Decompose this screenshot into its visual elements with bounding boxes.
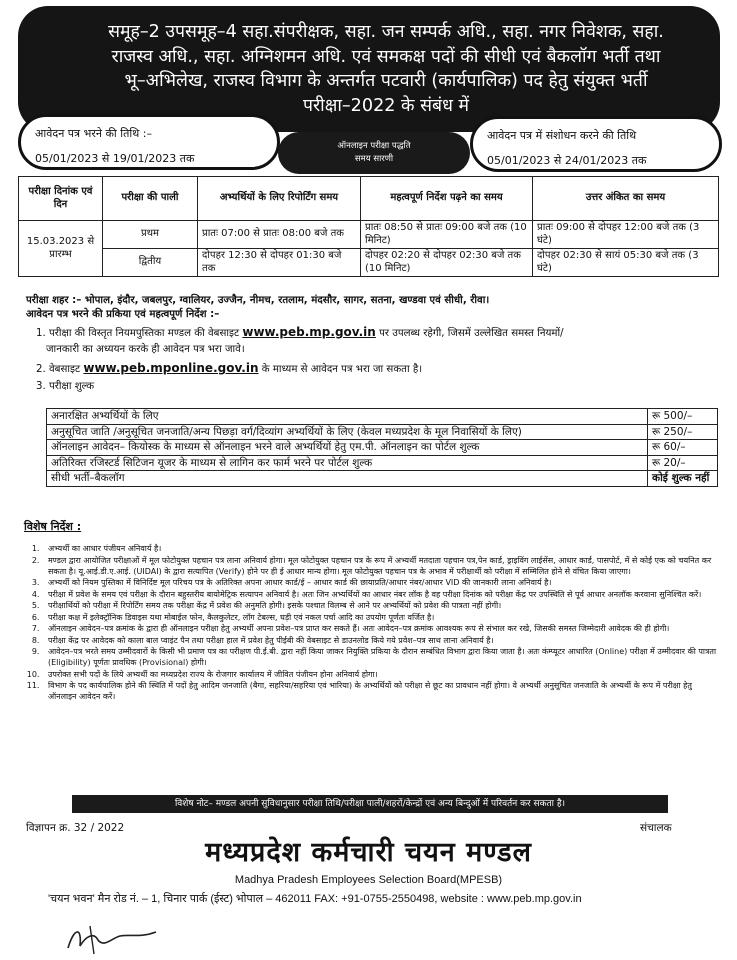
fee-category: अनारक्षित अभ्यर्थियों के लिए	[47, 409, 648, 425]
table-row	[47, 471, 718, 487]
fee-category: सीधी भर्ती–बैकलॉग	[47, 471, 648, 487]
table-row	[19, 221, 719, 249]
correction-dates: 05/01/2023 से 24/01/2023 तक	[487, 154, 647, 167]
board-name-hindi: मध्यप्रदेश कर्मचारी चयन मण्डल	[205, 837, 532, 868]
col-header-instructions: महत्वपूर्ण निर्देश पढ़ने का समय	[361, 177, 533, 221]
table-header-row	[19, 177, 719, 221]
step-1-text-cont: पर उपलब्ध रहेगी, जिसमें उल्लेखित समस्त नियमों/	[379, 328, 564, 339]
header-title	[48, 20, 724, 118]
shift-cell: प्रथम	[103, 221, 198, 249]
step-1-text: 1. परीक्षा की विस्तृत नियमपुस्तिका मण्डल की वेबसाइट	[36, 328, 240, 339]
fee-amount: रू 60/–	[648, 440, 718, 456]
fee-table	[46, 408, 718, 487]
list-item: 1. अभ्यर्थी का आधार पंजीयन अनिवार्य है।	[42, 543, 718, 554]
board-name-english: Madhya Pradesh Employees Selection Board(MPESB)	[234, 874, 503, 886]
board-address: 'चयन भवन' मैन रोड नं. – 1, चिनार पार्क (ईस्ट) भोपाल – 462011 FAX: +91-0755-2550498, website : www.peb.mp.gov.in	[48, 893, 582, 905]
step-2-text: 2. वेबसाइट	[36, 364, 81, 375]
table-row	[47, 440, 718, 456]
fee-amount: कोई शुल्क नहीं	[648, 471, 718, 487]
instructions-cell: दोपहर 02:20 से दोपहर 02:30 बजे तक (10 मिनिट)	[361, 249, 533, 277]
col-header-answer: उत्तर अंकित का समय	[533, 177, 719, 221]
fee-amount: रू 20/–	[648, 455, 718, 471]
director-label: संचालक	[640, 822, 672, 834]
schedule-caption	[278, 132, 470, 174]
table-row	[19, 249, 719, 277]
fee-category: अनुसूचित जाति /अनुसूचित जनजाति/अन्य पिछड़ा वर्ग/दिव्यांग अभ्यर्थियों के लिए (केवल मध्यप्रदेश के मूल निवासियों के लिए)	[47, 424, 648, 440]
reporting-cell: प्रातः 07:00 से प्रातः 08:00 बजे तक	[198, 221, 361, 249]
exam-date-cell: 15.03.2023 से प्रारम्भ	[19, 221, 103, 277]
header-line: भू–अभिलेख, राजस्व विभाग के अन्तर्गत पटवारी (कार्यपालिक) पद हेतु संयुक्त भर्ती	[124, 71, 648, 91]
step-1	[36, 326, 716, 341]
list-item: 2. मण्डल द्वारा आयोजित परीक्षाओं में मूल फोटोयुक्त पहचान पत्र लाना अनिवार्य होगा। मूल फोटोयुक्त पहचान पत्र के रूप में अभ्यर्थी मतदाता पहचान पत्र,पेन कार्ड, ड्राइविंग लाईसेंस, आधार कार्ड, पासपोर्ट, में से कोई एक को चयनित कर सकता है। यू.आई.डी.ए.आई. (UIDAI) के द्वारा सत्यापित (Verify) होने पर ही ई आधार मान्य होगा। मूल फोटोयुक्त पहचान पत्र के अभाव में परीक्षार्थी को परीक्षा में सम्मिलित होने से वंचित किया जाएगा।	[42, 555, 718, 577]
exam-cities: परीक्षा शहर :– भोपाल, इंदौर, जबलपुर, ग्वालियर, उज्जैन, नीमच, रतलाम, मंदसौर, सागर, सतना, खण्डवा एवं सीधी, रीवा।	[26, 295, 490, 306]
fee-amount: रू 250/–	[648, 424, 718, 440]
fee-category: अतिरिक्त रजिस्टर्ड सिटिजन यूजर के माध्यम से लागिन कर फार्म भरने पर पोर्टल शुल्क	[47, 455, 648, 471]
step-1-text-end: जानकारी का अध्ययन करके ही आवेदन पत्र भरा जावे।	[46, 344, 245, 355]
list-item: 10. उपरोक्त सभी पदों के लिये अभ्यर्थी का मध्यप्रदेश राज्य के रोजगार कार्यालय में जीवित पंजीयन होना अनिवार्य होगा।	[42, 669, 718, 680]
list-item: 8. परीक्षा केंद्र पर आवेदक को काला बाल प्वाइंट पैन तथा परीक्षा हाल में प्रवेश हेतु पीईबी की वेबसाइट से डाउनलोड किये गये प्रवेश–पत्र साथ लाना अनिवार्य है।	[42, 635, 718, 646]
shift-cell: द्वितीय	[103, 249, 198, 277]
application-dates-box	[18, 114, 280, 170]
special-instructions-heading: विशेष निर्देश :	[24, 520, 82, 533]
correction-dates-box	[470, 116, 722, 172]
answer-cell: दोपहर 02:30 से सायं 05:30 बजे तक (3 घंटे)	[533, 249, 719, 277]
table-row	[47, 424, 718, 440]
table-row	[47, 455, 718, 471]
step-2-text-cont: के माध्यम से आवेदन पत्र भरा जा सकता है।	[261, 364, 423, 375]
advertisement-number: विज्ञापन क्र. 32 / 2022	[26, 822, 125, 834]
table-row	[47, 409, 718, 425]
timetable-label: समय सारणी	[354, 154, 394, 164]
list-item: 5. परीक्षार्थियों को परीक्षा में रिपोर्टिंग समय तक परीक्षा केंद्र में प्रवेश की अनुमति होगी। इसके पश्चात विलम्ब से आने पर अभ्यर्थियों को प्रवेश की पात्रता नहीं होगी।	[42, 600, 718, 611]
online-mode-label: ऑनलाइन परीक्षा पद्धति	[337, 141, 411, 151]
apply-label: आवेदन पत्र भरने की तिथि :–	[35, 127, 152, 140]
fee-amount: रू 500/–	[648, 409, 718, 425]
list-item: 3. अभ्यर्थी को नियम पुस्तिका में विनिर्दिष्ट मूल परिचय पत्र के अतिरिक्त अपना आधार कार्ड/ई – आधार कार्ड की छायाप्रति/आधार नंबर/आधार VID की जानकारी लाना अनिवार्य है।	[42, 577, 718, 588]
correction-label: आवेदन पत्र में संशोधन करने की तिथि	[487, 129, 637, 142]
answer-cell: प्रातः 09:00 से दोपहर 12:00 बजे तक (3 घंटे)	[533, 221, 719, 249]
reporting-cell: दोपहर 12:30 से दोपहर 01:30 बजे तक	[198, 249, 361, 277]
peb-website-link[interactable]: www.peb.mp.gov.in	[242, 325, 376, 339]
fee-category: ऑनलाइन आवेदन– कियोस्क के माध्यम से ऑनलाइन भरने वाले अभ्यर्थियों हेतु एम.पी. ऑनलाइन का पोर्टल शुल्क	[47, 440, 648, 456]
header-line: समूह–2 उपसमूह–4 सहा.संपरीक्षक, सहा. जन सम्पर्क अधि., सहा. नगर निवेशक, सहा.	[108, 22, 664, 42]
signature-mark	[60, 918, 170, 958]
process-heading: आवेदन पत्र भरने की प्रकिया एवं महत्वपूर्ण निर्देश :–	[26, 309, 220, 320]
apply-dates: 05/01/2023 से 19/01/2023 तक	[35, 152, 195, 165]
list-item: 9. आवेदन–पत्र भरते समय उम्मीदवारों के किसी भी प्रमाण पत्र का परीक्षण पी.ई.बी. द्वारा नहीं किया जाकर नियुक्ति प्रकिया के दौरान सम्बंधित विभाग द्वारा किया जाता है। अतः कंम्प्यूटर आधारित (Online) परीक्षा में उम्मीदवार की पात्रता (Eligibility) पूर्णतः प्रावधिक (Provisional) होगी।	[42, 646, 718, 668]
instructions-cell: प्रातः 08:50 से प्रातः 09:00 बजे तक (10 मिनिट)	[361, 221, 533, 249]
step-3: 3. परीक्षा शुल्क	[36, 381, 95, 392]
step-2	[36, 362, 716, 377]
list-item: 6. परीक्षा कक्ष में इलेक्ट्रॉनिक डिवाइस यथा मोबाईल फोन, कैलकुलेटर, लॉग टेबल्स, घड़ी एवं नकल पर्चा आदि का उपयोग पूर्णतः वर्जित है।	[42, 612, 718, 623]
col-header-date: परीक्षा दिनांक एवं दिन	[19, 177, 103, 221]
mponline-website-link[interactable]: www.peb.mponline.gov.in	[83, 361, 259, 375]
special-note-bar: विशेष नोट– मण्डल अपनी सुविधानुसार परीक्षा तिथि/परीक्षा पाली/शहरों/केन्द्रों एवं अन्य बिन्दुओं में परिवर्तन कर सकता है।	[72, 795, 668, 813]
list-item: 7. ऑनलाइन आवेदन–पत्र क्रमांक के द्वारा ही ऑनलाइन परीक्षा हेतु अभ्यर्थी अपना प्रवेश–पत्र प्राप्त कर सकते हैं। अतः आवेदन–पत्र क्रमांक आवश्यक रूप से संभाल कर रखे, जिसकी समस्त जिम्मेदारी आवेदक की ही होगी।	[42, 623, 718, 634]
list-item: 11. विभाग के पद कार्यपालिक होने की स्थिति में पदों हेतु आदिम जनजाति (बैगा, सहरिया/सहरिया एवं भारिया) के अभ्यर्थियों को परीक्षा से छूट का प्रावधान नहीं होगा। वे अभ्यर्थी अनुसूचित जनजाति के अभ्यर्थी के रूप में परीक्षा हेतु ऑनलाइन आवेदन करें।	[42, 680, 718, 702]
special-instructions	[22, 543, 718, 703]
header-line: राजस्व अधि., सहा. अग्निशमन अधि. एवं समकक्ष पदों की सीधी एवं बैकलॉग भर्ती तथा	[111, 46, 661, 67]
header-line: परीक्षा–2022 के संबंध में	[302, 95, 470, 116]
list-item: 4. परीक्षा में प्रवेश के समय एवं परीक्षा के दौरान बहुस्तरीय बायोमेट्रिक सत्यापन अनिवार्य है। अतः जिन अभ्यर्थियों का आधार नंबर लॉक है वह परीक्षा दिनांक को परीक्षा केंद्र पर उपस्थिति से पूर्व आधार अनलॉक करवाना सुनिश्चित करें।	[42, 589, 718, 600]
col-header-reporting: अभ्यर्थियों के लिए रिपोर्टिंग समय	[198, 177, 361, 221]
col-header-shift: परीक्षा की पाली	[103, 177, 198, 221]
exam-schedule-table	[18, 176, 719, 277]
